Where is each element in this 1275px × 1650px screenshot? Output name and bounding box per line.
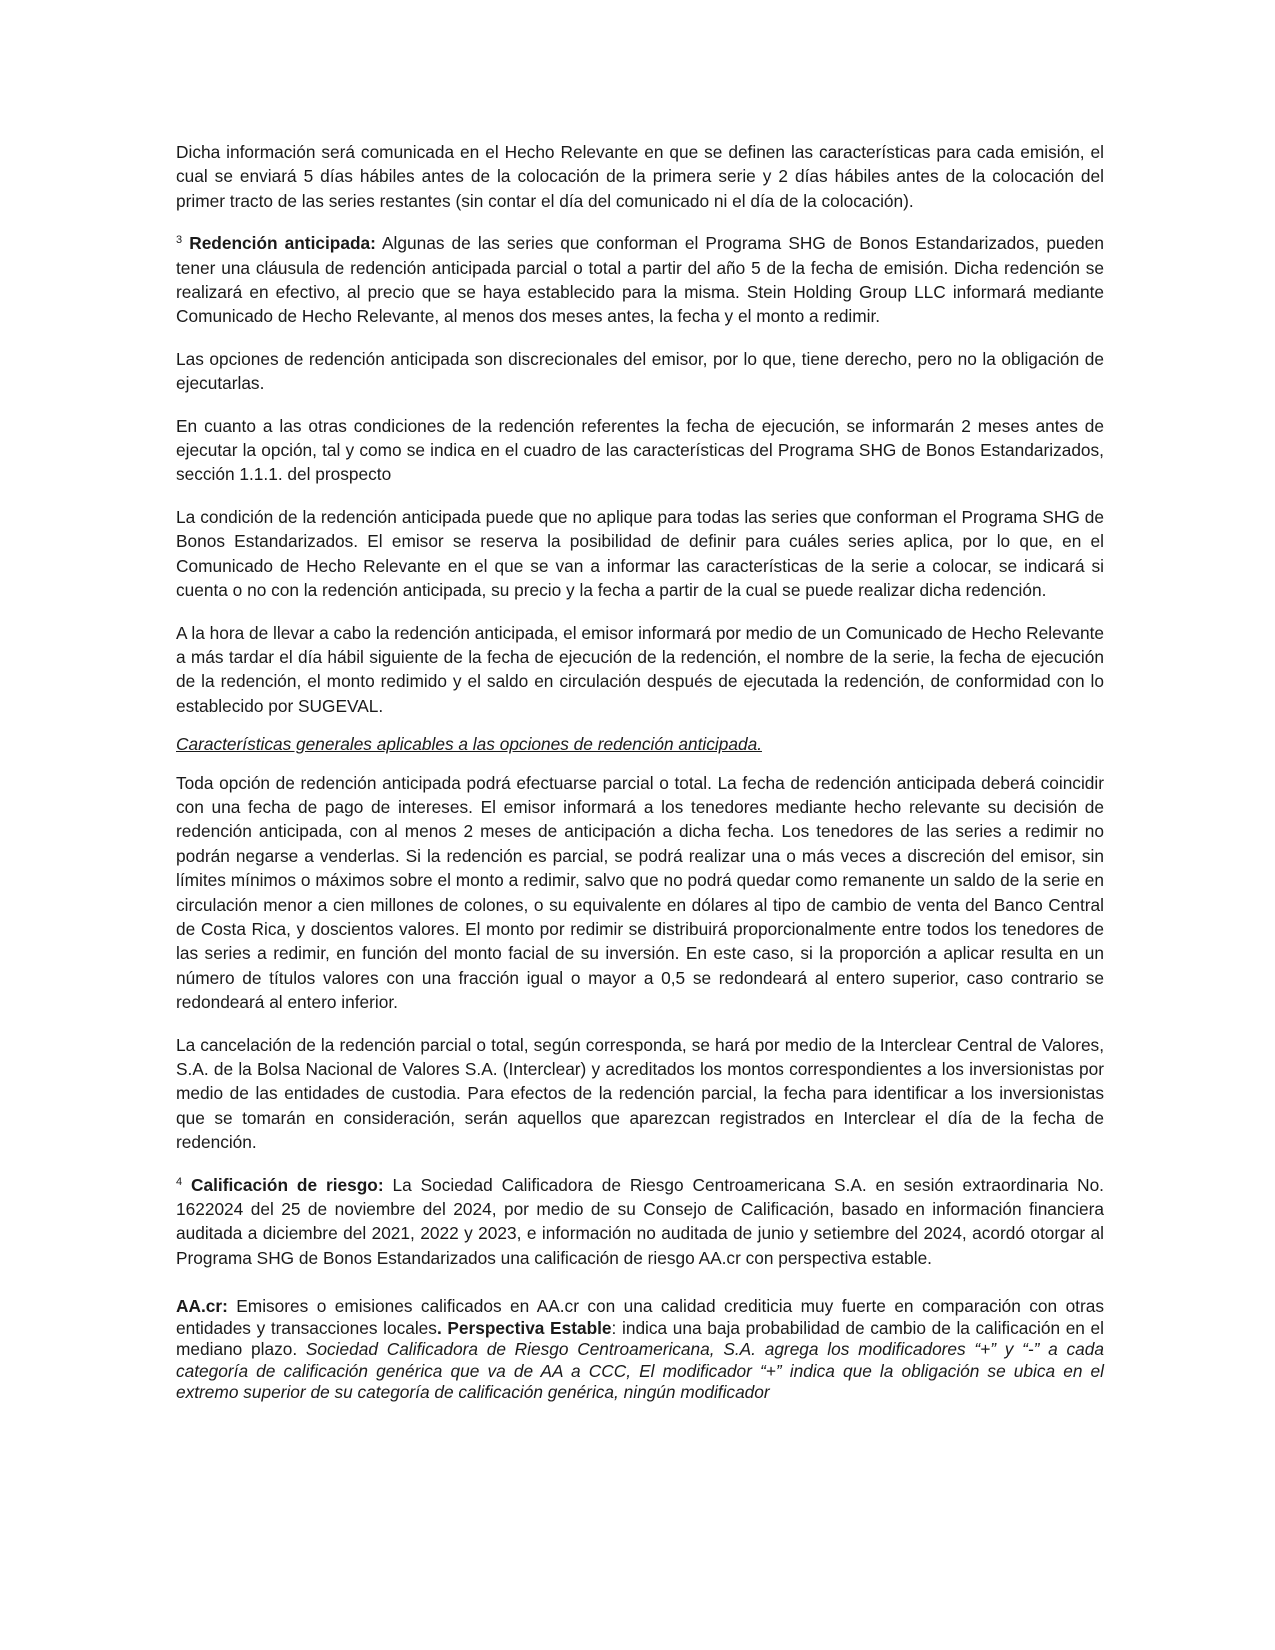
rating-definition-block	[176, 1296, 1104, 1404]
subheading-caracteristicas: Características generales aplicables a las opciones de redención anticipada.	[176, 734, 762, 755]
paragraph-comunicado: A la hora de llevar a cabo la redención anticipada, el emisor informará por medio de un Comunicado de Hecho Relevante a más tardar el día hábil siguiente de la fecha de ejecución de la redención, el nombre de la serie, la fecha de ejecución de la redención, el monto redimido y el saldo en circulación después de ejecutada la redención, de conformidad con lo establecido por SUGEVAL.	[176, 622, 1104, 716]
document-page	[176, 140, 1104, 1404]
rating-label: AA.cr:	[176, 1296, 228, 1317]
italic-note: Sociedad Calificadora de Riesgo Centroamericana, S.A. agrega los modificadores “+” y “-” a cada categoría de calificación genérica que va de AA a CCC, El modificador “+” indica que la obligación se ubica en el extremo superior de su categoría de calificación genérica, ningún modificador	[176, 1339, 1104, 1403]
sentence-dot: .	[436, 1317, 442, 1338]
paragraph-text: La Sociedad Calificadora de Riesgo Centroamericana S.A. en sesión extraordinaria No. 1622024 del 25 de noviembre del 2024, por medio de su Consejo de Calificación, basado en información financiera auditada a diciembre del 2021, 2022 y 2023, e información no auditada de junio y setiembre del 2024, acordó otorgar al Programa SHG de Bonos Estandarizados una calificación de riesgo AA.cr con perspectiva estable.	[176, 1174, 1104, 1268]
paragraph-text: Emisores o emisiones calificados en AA.cr con una calidad crediticia muy fuerte en comparación con otras entidades y transacciones locales	[176, 1296, 1104, 1338]
section-heading-calificacion: Calificación de riesgo:	[191, 1174, 384, 1195]
paragraph-text: : indica una baja probabilidad de cambio de la calificación en el mediano plazo.	[176, 1317, 1105, 1360]
paragraph-opciones-discrecionales: Las opciones de redención anticipada son discrecionales del emisor, por lo que, tiene derecho, pero no la obligación de ejecutarlas.	[176, 348, 1104, 394]
footnote-marker: 3	[176, 234, 183, 247]
paragraph-cancelacion: La cancelación de la redención parcial o total, según corresponda, se hará por medio de la Interclear Central de Valores, S.A. de la Bolsa Nacional de Valores S.A. (Interclear) y acreditados los montos correspondientes a los inversionistas por medio de las entidades de custodia. Para efectos de la redención parcial, la fecha para identificar a los inversionistas que se tomarán en consideración, serán aquellos que aparezcan registrados en Interclear el día de la fecha de redención.	[176, 1034, 1104, 1153]
perspectiva-label: Perspectiva Estable	[441, 1317, 612, 1338]
paragraph-hecho-relevante: Dicha información será comunicada en el Hecho Relevante en que se definen las características para cada emisión, el cual se enviará 5 días hábiles antes de la colocación de la primera serie y 2 días hábiles antes de la colocación del primer tracto de las series restantes (sin contar el día del comunicado ni el día de la colocación).	[176, 142, 1104, 211]
paragraph-condicion-series: La condición de la redención anticipada puede que no aplique para todas las series que conforman el Programa SHG de Bonos Estandarizados. El emisor se reserva la posibilidad de definir para cuáles series aplica, por lo que, en el Comunicado de Hecho Relevante en el que se van a informar las características de la serie a colocar, se indicará si cuenta o no con la redención anticipada, su precio y la fecha a partir de la cual se puede realizar dicha redención.	[176, 506, 1104, 601]
paragraph-aa-cr	[176, 1296, 1104, 1404]
section-heading-redencion: Redención anticipada:	[189, 233, 376, 254]
paragraph-redencion-anticipada	[176, 231, 1104, 329]
paragraph-otras-condiciones: En cuanto a las otras condiciones de la redención referentes la fecha de ejecución, se informarán 2 meses antes de ejecutar la opción, tal y como se indica en el cuadro de las características del Programa SHG de Bonos Estandarizados, sección 1.1.1. del prospecto	[176, 415, 1104, 485]
paragraph-text: Algunas de las series que conforman el Programa SHG de Bonos Estandarizados, pueden tener una cláusula de redención anticipada parcial o total a partir del año 5 de la fecha de emisión. Dicha redención se realizará en efectivo, al precio que se haya establecido para la misma. Stein Holding Group LLC informará mediante Comunicado de Hecho Relevante, al menos dos meses antes, la fecha y el monto a redimir.	[176, 233, 1104, 327]
footnote-marker: 4	[176, 1175, 183, 1188]
paragraph-calificacion-riesgo	[176, 1173, 1104, 1271]
paragraph-opcion-parcial-total: Toda opción de redención anticipada podrá efectuarse parcial o total. La fecha de redención anticipada deberá coincidir con una fecha de pago de intereses. El emisor informará a los tenedores mediante hecho relevante su decisión de redención anticipada, con al menos 2 meses de anticipación a dicha fecha. Los tenedores de las series a redimir no podrán negarse a venderlas. Si la redención es parcial, se podrá realizar una o más veces a discreción del emisor, sin límites mínimos o máximos sobre el monto a redimir, salvo que no podrá quedar como remanente un saldo de la serie en circulación menor a cien millones de colones, o su equivalente en dólares al tipo de cambio de venta del Banco Central de Costa Rica, y doscientos valores. El monto por redimir se distribuirá proporcionalmente entre todos los tenedores de las series a redimir, en función del monto facial de su inversión. En este caso, si la proporción a aplicar resulta en un número de títulos valores con una fracción igual o mayor a 0,5 se redondeará al entero superior, caso contrario se redondeará al entero inferior.	[176, 772, 1104, 1013]
